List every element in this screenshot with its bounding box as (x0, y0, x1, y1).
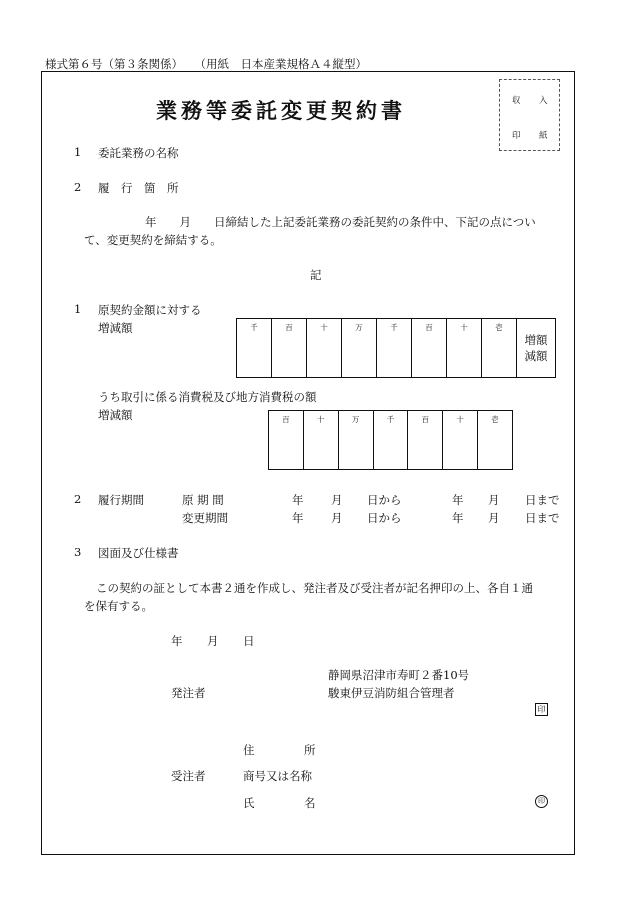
contractor-name-label-a: 氏 (243, 796, 255, 810)
period-original-label: 原 期 間 (182, 493, 224, 507)
item1-number: 1 (74, 145, 82, 159)
orderer-label: 発注者 (171, 686, 206, 700)
digit-cell[interactable]: 十 (447, 319, 482, 378)
period-changed-label: 変更期間 (182, 511, 228, 525)
digit-cell[interactable]: 万 (338, 411, 373, 470)
digit-cell[interactable]: 十 (303, 411, 338, 470)
period-changed-from: 日から (367, 511, 402, 525)
digit-cell[interactable]: 万 (342, 319, 377, 378)
period-changed-year2: 年 (452, 511, 464, 525)
intro-line1: 年 月 日締結した上記委託業務の委託契約の条件中、下記の点につい (145, 215, 536, 229)
digit-cell[interactable]: 千 (237, 319, 272, 378)
period-original-to: 日まで (525, 493, 560, 507)
amount-label-sub: 増減額 (98, 321, 133, 335)
closing-line2: を保有する。 (84, 599, 153, 613)
item3-number: 3 (74, 545, 82, 559)
period-original-year: 年 (292, 493, 304, 507)
tax-label: うち取引に係る消費税及び地方消費税の額 (98, 390, 317, 404)
period-changed-to: 日まで (525, 511, 560, 525)
seal-icon: 印 (535, 703, 548, 716)
item1-label: 委託業務の名称 (98, 146, 179, 160)
period-changed-month: 月 (331, 511, 343, 525)
amount-label: 原契約金額に対する (98, 303, 202, 317)
orderer-address: 静岡県沼津市寿町２番10号 (328, 668, 470, 682)
period-changed-month2: 月 (488, 511, 500, 525)
period-number: 2 (74, 492, 82, 506)
period-original-month: 月 (331, 493, 343, 507)
intro-line2: て、変更契約を締結する。 (84, 233, 222, 247)
digit-cell[interactable]: 百 (412, 319, 447, 378)
document-title: 業務等委託変更契約書 (156, 98, 406, 123)
contractor-label: 受注者 (171, 769, 206, 783)
digit-cell[interactable]: 百 (408, 411, 443, 470)
contractor-name-label-b: 名 (304, 796, 316, 810)
stamp-label: 印 (512, 131, 521, 141)
digit-cell[interactable]: 千 (373, 411, 408, 470)
amount-number: 1 (74, 302, 82, 316)
digit-cell[interactable]: 壱 (478, 411, 513, 470)
stamp-label: 紙 (539, 131, 548, 141)
tax-digit-grid (268, 410, 513, 470)
contractor-company-label: 商号又は名称 (243, 769, 312, 783)
tax-label-sub: 増減額 (98, 408, 133, 422)
digit-cell[interactable]: 十 (443, 411, 478, 470)
period-original-month2: 月 (488, 493, 500, 507)
stamp-label: 入 (539, 96, 548, 106)
ki-heading: 記 (310, 268, 322, 282)
revenue-stamp-box (499, 79, 560, 151)
contractor-address-label-b: 所 (304, 743, 316, 757)
digit-cell[interactable]: 十 (307, 319, 342, 378)
period-original-year2: 年 (452, 493, 464, 507)
digit-cell[interactable]: 百 (272, 319, 307, 378)
date-day: 日 (243, 634, 255, 648)
form-header: 様式第６号（第３条関係） （用紙 日本産業規格Ａ４縦型） (45, 57, 367, 71)
item2-number: 2 (74, 180, 82, 194)
orderer-name: 駿東伊豆消防組合管理者 (328, 686, 455, 700)
period-changed-year: 年 (292, 511, 304, 525)
period-label: 履行期間 (98, 493, 144, 507)
digit-cell[interactable]: 壱 (482, 319, 517, 378)
contractor-address-label-a: 住 (243, 743, 255, 757)
increase-decrease-unit: 増額 減額 (517, 319, 556, 378)
stamp-label: 収 (512, 96, 521, 106)
date-year: 年 (171, 634, 183, 648)
amount-digit-grid (236, 318, 556, 378)
digit-cell[interactable]: 百 (269, 411, 304, 470)
date-month: 月 (207, 634, 219, 648)
seal-icon: 印 (535, 795, 548, 808)
period-original-from: 日から (367, 493, 402, 507)
item2-label: 履 行 箇 所 (98, 181, 179, 195)
digit-cell[interactable]: 千 (377, 319, 412, 378)
item3-label: 図面及び仕様書 (98, 546, 179, 560)
closing-line1: この契約の証として本書２通を作成し、発注者及び受注者が記名押印の上、各自１通 (96, 581, 533, 595)
